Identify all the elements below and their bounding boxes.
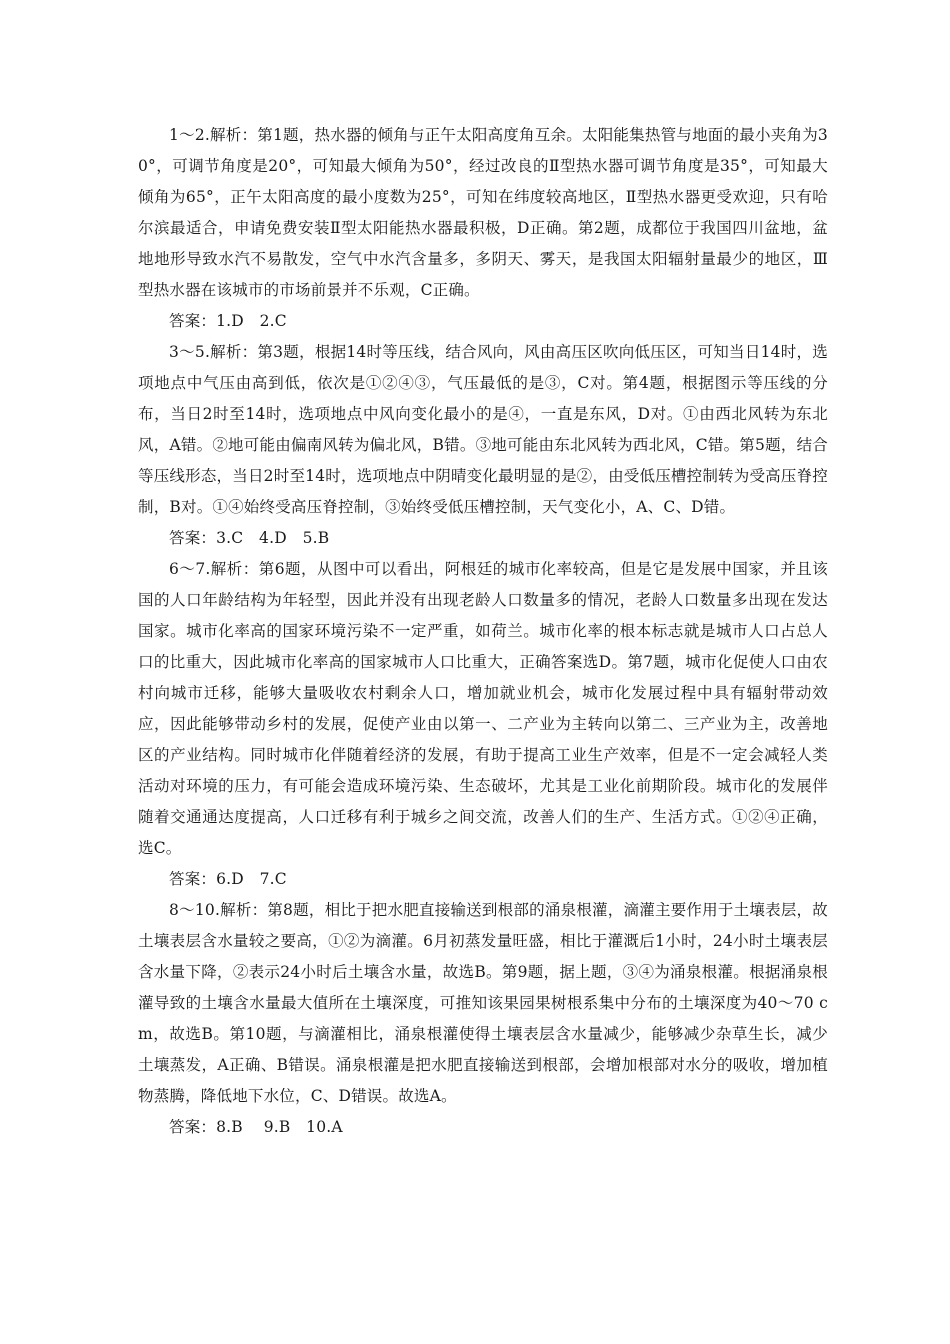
answer-analysis-body [138,120,828,1143]
analysis-paragraph-q6-7: 6～7.解析：第6题，从图中可以看出，阿根廷的城市化率较高，但是它是发展中国家，并且该国的人口年龄结构为年轻型，因此并没有出现老龄人口数量多的情况，老龄人口数量多出现在发达国家。城市化率高的国家环境污染不一定严重，如荷兰。城市化率的根本标志就是城市人口占总人口的比重大，因此城市化率高的国家城市人口比重大，正确答案选D。第7题，城市化促使人口由农村向城市迁移，能够大量吸收农村剩余人口，增加就业机会，城市化发展过程中具有辐射带动效应，因此能够带动乡村的发展，促使产业由以第一、二产业为主转向以第二、三产业为主，改善地区的产业结构。同时城市化伴随着经济的发展，有助于提高工业生产效率，但是不一定会减轻人类活动对环境的压力，有可能会造成环境污染、生态破坏，尤其是工业化前期阶段。城市化的发展伴随着交通通达度提高，人口迁移有利于城乡之间交流，改善人们的生产、生活方式。①②④正确，选C。 [138,560,828,857]
analysis-paragraph-q1-2: 1～2.解析：第1题，热水器的倾角与正午太阳高度角互余。太阳能集热管与地面的最小夹角为30°，可调节角度是20°，可知最大倾角为50°，经过改良的Ⅱ型热水器可调节角度是35°，可知最大倾角为65°，正午太阳高度的最小度数为25°，可知在纬度较高地区，Ⅱ型热水器更受欢迎，只有哈尔滨最适合，申请免费安装Ⅱ型太阳能热水器最积极，D正确。第2题，成都位于我国四川盆地，盆地地形导致水汽不易散发，空气中水汽含量多，多阴天、雾天，是我国太阳辐射量最少的地区，Ⅲ型热水器在该城市的市场前景并不乐观，C正确。 [138,126,828,299]
analysis-paragraph-q8-10: 8～10.解析：第8题，相比于把水肥直接输送到根部的涌泉根灌，滴灌主要作用于土壤表层，故土壤表层含水量较之要高，①②为滴灌。6月初蒸发量旺盛，相比于灌溉后1小时，24小时土壤表层含水量下降，②表示24小时后土壤含水量，故选B。第9题，据上题，③④为涌泉根灌。根据涌泉根灌导致的土壤含水量最大值所在土壤深度，可推知该果园果树根系集中分布的土壤深度为40～70 cm，故选B。第10题，与滴灌相比，涌泉根灌使得土壤表层含水量减少，能够减少杂草生长，减少土壤蒸发，A正确、B错误。涌泉根灌是把水肥直接输送到根部，会增加根部对水分的吸收，增加植物蒸腾，降低地下水位，C、D错误。故选A。 [138,901,828,1105]
analysis-paragraph-q3-5: 3～5.解析：第3题，根据14时等压线，结合风向，风由高压区吹向低压区，可知当日14时，选项地点中气压由高到低，依次是①②④③，气压最低的是③，C对。第4题，根据图示等压线的分布，当日2时至14时，选项地点中风向变化最小的是④，一直是东风，D对。①由西北风转为东北风，A错。②地可能由偏南风转为偏北风，B错。③地可能由东北风转为西北风，C错。第5题，结合等压线形态，当日2时至14时，选项地点中阴晴变化最明显的是②，由受低压槽控制转为受高压脊控制，B对。①④始终受高压脊控制，③始终受低压槽控制，天气变化小，A、C、D错。 [138,343,828,516]
answer-line-q1-2: 答案：1.D 2.C [169,312,287,330]
answer-line-q8-10: 答案：8.B 9.B 10.A [169,1118,343,1136]
answer-line-q3-5: 答案：3.C 4.D 5.B [169,529,330,547]
answer-line-q6-7: 答案：6.D 7.C [169,870,287,888]
